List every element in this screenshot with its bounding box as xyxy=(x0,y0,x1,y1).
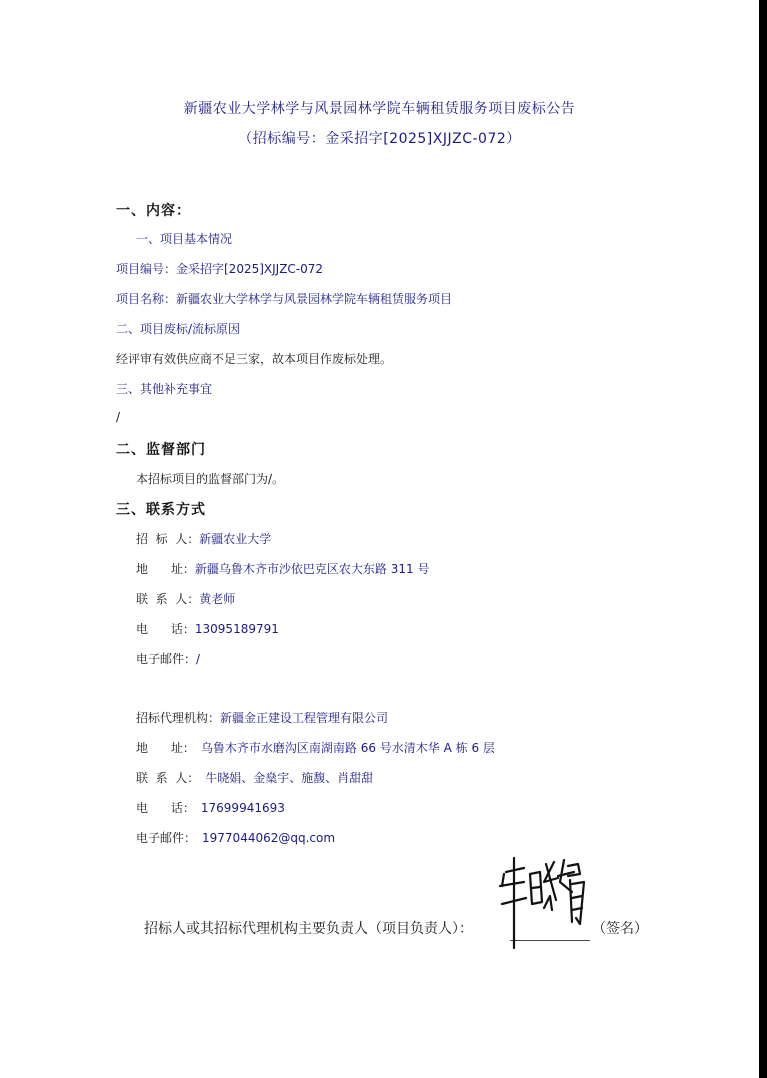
tenderer-email-label: 电子邮件： xyxy=(136,652,197,666)
agency-phone: 17699941693 xyxy=(200,801,285,815)
tenderer-contact: 黄老师 xyxy=(199,592,236,606)
tenderer-email: / xyxy=(196,652,201,666)
tenderer-contact-label: 联 系 人： xyxy=(136,592,200,606)
agency-name-label: 招标代理机构： xyxy=(136,711,221,725)
agency-contact: 牛晓娟、金燊宇、施馥、肖甜甜 xyxy=(205,771,374,785)
project-name: 项目名称：新疆农业大学林学与风景园林学院车辆租赁服务项目 xyxy=(116,292,453,306)
agency-address: 乌鲁木齐市水磨沟区南湖南路 66 号水清木华 A 栋 6 层 xyxy=(200,741,495,755)
agency-name-row xyxy=(136,709,388,726)
signature-label: 招标人或其招标代理机构主要负责人（项目负责人）： xyxy=(144,921,473,937)
tenderer-email-row xyxy=(136,650,200,667)
agency-phone-row xyxy=(136,799,285,816)
failure-reason-text: 经评审有效供应商不足三家，故本项目作废标处理。 xyxy=(116,352,393,366)
agency-contact-row xyxy=(136,769,373,786)
handwritten-signature xyxy=(498,852,588,952)
agency-address-row xyxy=(136,739,495,756)
document-title: 新疆农业大学林学与风景园林学院车辆租赁服务项目废标公告 xyxy=(183,101,576,117)
tenderer-phone-label: 电 话： xyxy=(136,622,195,636)
tenderer-address: 新疆乌鲁木齐市沙依巴克区农大东路 311 号 xyxy=(194,562,430,576)
supplement-text: / xyxy=(116,410,121,424)
project-number: 项目编号：金采招字[2025]XJJZC-072 xyxy=(116,262,324,276)
tenderer-address-label: 地 址： xyxy=(136,562,195,576)
subheading-supplement: 三、其他补充事宜 xyxy=(116,382,213,396)
agency-name: 新疆金正建设工程管理有限公司 xyxy=(220,711,389,725)
agency-email-label: 电子邮件： xyxy=(136,831,197,845)
supervision-text: 本招标项目的监督部门为/。 xyxy=(136,472,285,486)
tenderer-contact-row xyxy=(136,590,235,607)
tenderer-name: 新疆农业大学 xyxy=(199,532,272,546)
tenderer-name-label: 招 标 人： xyxy=(136,532,200,546)
tenderer-name-row xyxy=(136,530,271,547)
agency-contact-label: 联 系 人： xyxy=(136,771,200,785)
tender-number-subtitle: （招标编号：金采招字[2025]XJJZC-072） xyxy=(238,131,521,147)
tenderer-phone-row xyxy=(136,620,279,637)
agency-email-row xyxy=(136,829,335,846)
tenderer-address-row xyxy=(136,560,429,577)
section-heading-contact: 三、联系方式 xyxy=(116,502,206,518)
section-heading-supervision: 二、监督部门 xyxy=(116,442,206,458)
agency-phone-label: 电 话： xyxy=(136,801,195,815)
tenderer-phone: 13095189791 xyxy=(194,622,279,636)
section-heading-content: 一、内容： xyxy=(116,203,191,219)
subheading-project-info: 一、项目基本情况 xyxy=(136,232,233,246)
agency-address-label: 地 址： xyxy=(136,741,195,755)
page-edge-bar xyxy=(759,0,767,1078)
subheading-failure-reason: 二、项目废标/流标原因 xyxy=(116,322,241,336)
signature-suffix: （签名） xyxy=(592,921,648,937)
agency-email: 1977044062@qq.com xyxy=(202,831,336,845)
